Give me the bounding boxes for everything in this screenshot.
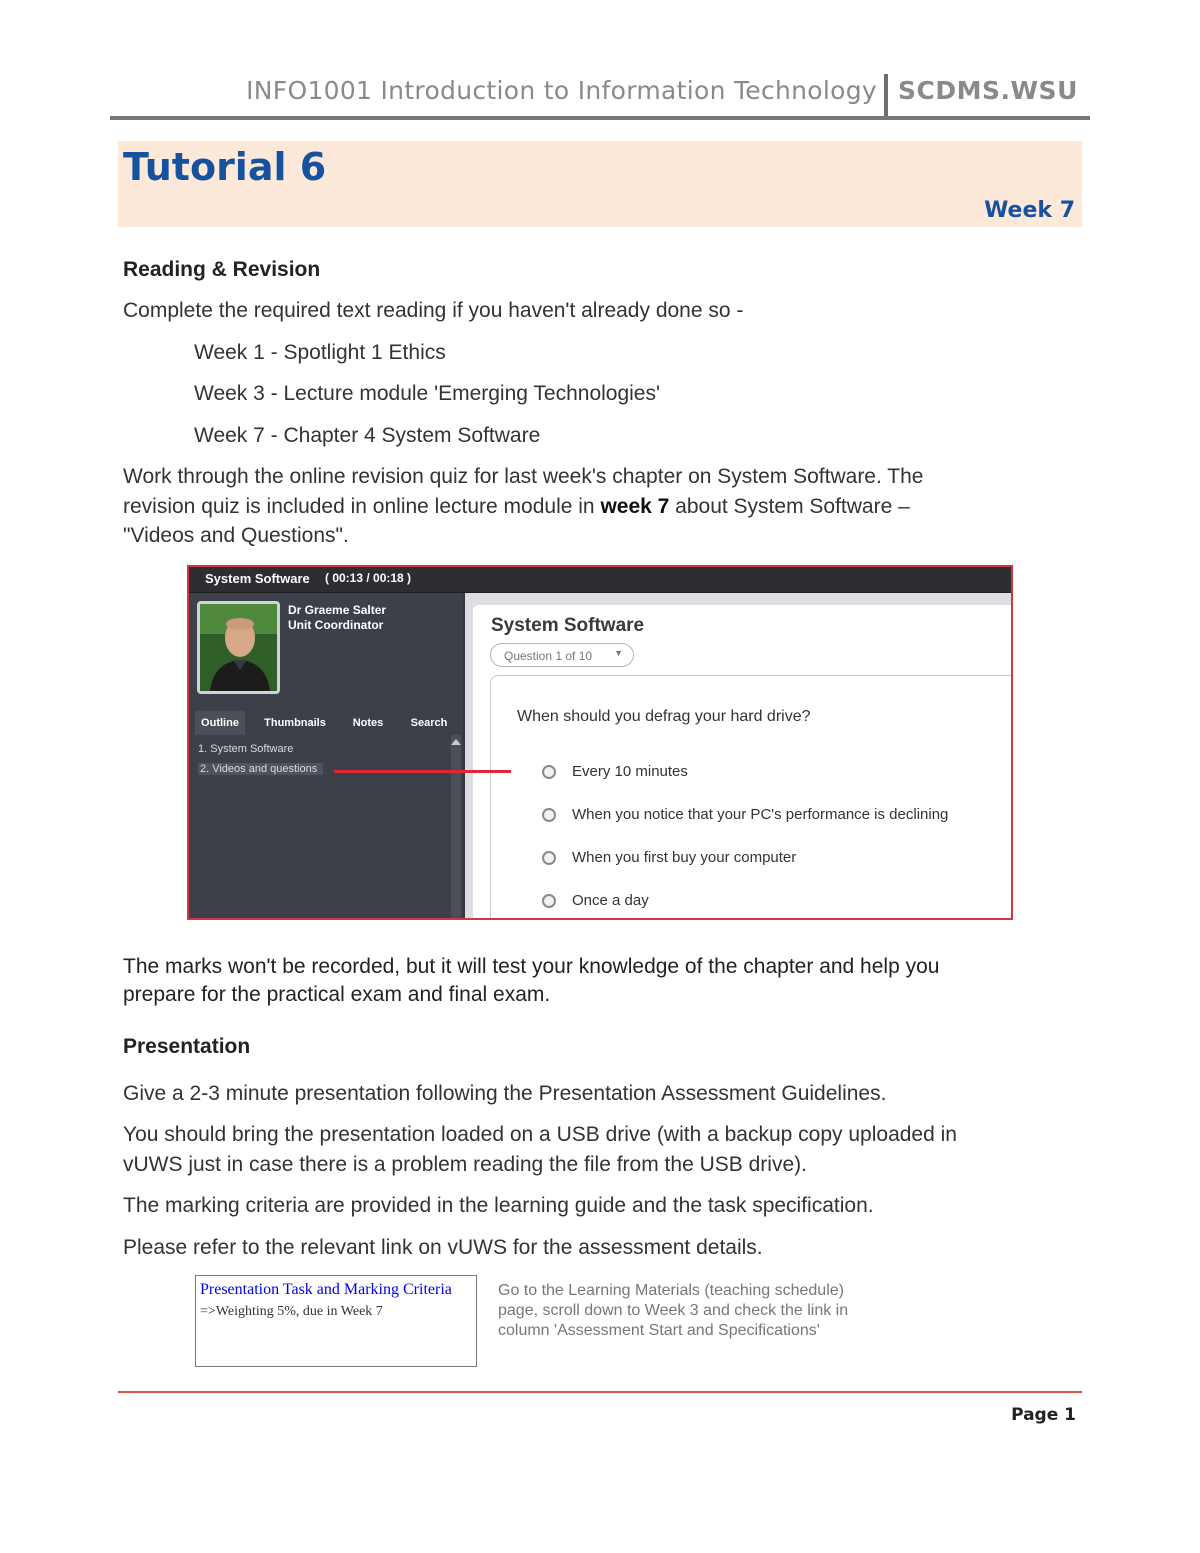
- chevron-down-icon: ▼: [614, 648, 623, 658]
- presenter-info: [288, 603, 386, 633]
- assessment-link[interactable]: Presentation Task and Marking Criteria: [200, 1281, 452, 1298]
- presentation-para: Give a 2-3 minute presentation following the Presentation Assessment Guidelines.: [123, 1082, 887, 1105]
- reading-item: Week 7 - Chapter 4 System Software: [194, 424, 541, 447]
- presentation-para: vUWS just in case there is a problem reading the file from the USB drive).: [123, 1153, 807, 1176]
- player-time: ( 00:13 / 00:18 ): [325, 571, 412, 585]
- navigation-note: Go to the Learning Materials (teaching schedule) page, scroll down to Week 3 and check the link in column 'Assessment Start and Specifications': [498, 1282, 849, 1339]
- marks-line: prepare for the practical exam and final exam.: [123, 983, 551, 1006]
- outline-item[interactable]: 2. Videos and questions: [198, 763, 323, 775]
- school-name: SCDMS.WSU: [898, 76, 1078, 105]
- radio-button[interactable]: [542, 894, 556, 908]
- answer-label: When you first buy your computer: [572, 849, 797, 866]
- reading-intro: Complete the required text reading if you haven't already done so -: [123, 299, 744, 322]
- presenter-role: Unit Coordinator: [288, 618, 384, 632]
- presentation-para: The marking criteria are provided in the learning guide and the task specification.: [123, 1194, 874, 1217]
- question-selector[interactable]: [490, 643, 634, 667]
- lecture-module-screenshot: [187, 565, 1013, 920]
- quiz-text: about System Software –: [669, 495, 910, 518]
- weighting-text: =>Weighting 5%, due in Week 7: [200, 1304, 383, 1319]
- presenter-portrait-icon: [200, 604, 277, 691]
- header-separator: [884, 74, 888, 118]
- presentation-para: Please refer to the relevant link on vUWS for the assessment details.: [123, 1236, 763, 1259]
- quiz-text: revision quiz is included in online lecture module in: [123, 495, 601, 518]
- question-card: [490, 675, 1013, 920]
- tab-notes[interactable]: Notes: [352, 717, 384, 729]
- player-title: System Software: [205, 571, 310, 586]
- quiz-instructions-line1: Work through the online revision quiz for last week's chapter on System Software. The: [123, 465, 924, 488]
- assessment-link-box: [195, 1275, 477, 1367]
- presenter-photo: [197, 601, 280, 694]
- answer-label: When you notice that your PC's performance is declining: [572, 806, 949, 823]
- scroll-up-icon[interactable]: [451, 739, 461, 745]
- quiz-panel: [465, 593, 1011, 920]
- reading-item: Week 1 - Spotlight 1 Ethics: [194, 341, 446, 364]
- course-title: INFO1001 Introduction to Information Technology: [246, 76, 877, 105]
- outline-list: [195, 735, 451, 920]
- presenter-name: Dr Graeme Salter: [288, 603, 387, 617]
- radio-button[interactable]: [542, 765, 556, 779]
- player-tabs: [195, 711, 459, 735]
- quiz-instructions-line2: [123, 492, 910, 522]
- player-sidebar: [189, 593, 463, 920]
- answer-label: Once a day: [572, 892, 649, 909]
- reading-item: Week 3 - Lecture module 'Emerging Technologies': [194, 382, 660, 405]
- player-title-bar: [189, 567, 1011, 593]
- footer-rule: [118, 1391, 1082, 1393]
- radio-button[interactable]: [542, 851, 556, 865]
- marks-line: The marks won't be recorded, but it will test your knowledge of the chapter and help you: [123, 955, 940, 978]
- page-header: [110, 70, 1090, 122]
- tab-outline[interactable]: Outline: [195, 711, 245, 735]
- tab-search[interactable]: Search: [410, 717, 448, 729]
- week-label: Week 7: [984, 198, 1075, 223]
- title-banner: [118, 141, 1082, 227]
- radio-button[interactable]: [542, 808, 556, 822]
- quiz-week-emphasis: week 7: [600, 495, 670, 518]
- question-selector-label: Question 1 of 10: [504, 649, 593, 663]
- presentation-heading: Presentation: [123, 1035, 251, 1058]
- answer-label: Every 10 minutes: [572, 763, 688, 780]
- page-title: Tutorial 6: [123, 145, 327, 189]
- page-number: Page 1: [1011, 1405, 1076, 1425]
- header-rule: [110, 116, 1090, 120]
- quiz-instructions-line3: "Videos and Questions".: [123, 524, 349, 547]
- outline-scrollbar[interactable]: [451, 735, 461, 920]
- quiz-card: [473, 605, 1011, 920]
- presentation-para: You should bring the presentation loaded on a USB drive (with a backup copy uploaded in: [123, 1123, 957, 1146]
- question-text: When should you defrag your hard drive?: [517, 708, 811, 725]
- outline-item[interactable]: 1. System Software: [198, 743, 294, 755]
- reading-heading: Reading & Revision: [123, 258, 321, 281]
- quiz-heading: System Software: [491, 615, 645, 636]
- pointer-line: [334, 770, 511, 773]
- tab-thumbnails[interactable]: Thumbnails: [264, 717, 326, 729]
- marks-note: [123, 953, 939, 1009]
